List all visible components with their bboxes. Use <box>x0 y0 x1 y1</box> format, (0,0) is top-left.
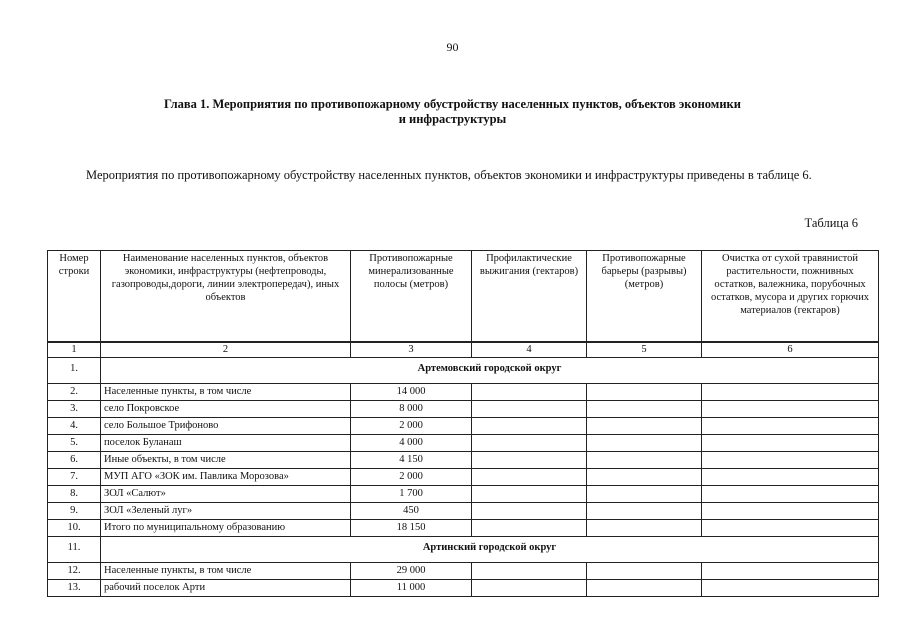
prescribed-burning-cell <box>472 562 587 579</box>
section-title: Артемовский городской округ <box>101 357 879 383</box>
row-number: 11. <box>48 536 101 562</box>
fire-barriers-cell <box>587 485 702 502</box>
fire-barriers-cell <box>587 434 702 451</box>
object-name-cell: ЗОЛ «Зеленый луг» <box>101 502 351 519</box>
table-label: Таблица 6 <box>804 216 858 230</box>
chapter-title-line-1: Глава 1. Мероприятия по противопожарному обустройству населенных пунктов, объектов экономики <box>164 97 741 111</box>
row-number: 2. <box>48 383 101 400</box>
row-number: 3. <box>48 400 101 417</box>
vegetation-clearing-cell <box>702 579 879 596</box>
row-number: 1. <box>48 357 101 383</box>
fire-barriers-cell <box>587 579 702 596</box>
object-name-cell: Итого по муниципальному образованию <box>101 519 351 536</box>
fire-barriers-cell <box>587 383 702 400</box>
header-vegetation-clearing: Очистка от сухой травянистой растительности, пожнивных остатков, валежника, порубочных остатков, мусора и других горючих материалов (гектаров) <box>702 251 879 342</box>
vegetation-clearing-cell <box>702 400 879 417</box>
object-name-cell: МУП АГО «ЗОК им. Павлика Морозова» <box>101 468 351 485</box>
mineralized-strips-cell: 450 <box>351 502 472 519</box>
prescribed-burning-cell <box>472 400 587 417</box>
row-number: 9. <box>48 502 101 519</box>
prescribed-burning-cell <box>472 468 587 485</box>
object-name-cell: Населенные пункты, в том числе <box>101 383 351 400</box>
mineralized-strips-cell: 29 000 <box>351 562 472 579</box>
mineralized-strips-cell: 11 000 <box>351 579 472 596</box>
vegetation-clearing-cell <box>702 434 879 451</box>
prescribed-burning-cell <box>472 579 587 596</box>
fire-barriers-cell <box>587 468 702 485</box>
header-row-number: Номер строки <box>48 251 101 342</box>
table-row <box>48 502 879 519</box>
column-number: 2 <box>101 342 351 358</box>
page-number: 90 <box>446 40 459 54</box>
mineralized-strips-cell: 4 150 <box>351 451 472 468</box>
table-header-row <box>48 251 879 342</box>
table-row <box>48 468 879 485</box>
table-row <box>48 400 879 417</box>
row-number: 13. <box>48 579 101 596</box>
row-number: 8. <box>48 485 101 502</box>
column-number: 5 <box>587 342 702 358</box>
row-number: 5. <box>48 434 101 451</box>
intro-paragraph: Мероприятия по противопожарному обустройству населенных пунктов, объектов экономики и инфраструктуры приведены в таблице 6. <box>86 168 812 182</box>
mineralized-strips-cell: 18 150 <box>351 519 472 536</box>
prescribed-burning-cell <box>472 485 587 502</box>
column-number: 3 <box>351 342 472 358</box>
section-title: Артинский городской округ <box>101 536 879 562</box>
row-number: 10. <box>48 519 101 536</box>
object-name-cell: село Покровское <box>101 400 351 417</box>
row-number: 7. <box>48 468 101 485</box>
header-fire-barriers: Противопожарные барьеры (разрывы) (метров) <box>587 251 702 342</box>
chapter-title <box>60 97 845 127</box>
row-number: 4. <box>48 417 101 434</box>
fire-barriers-cell <box>587 502 702 519</box>
vegetation-clearing-cell <box>702 562 879 579</box>
vegetation-clearing-cell <box>702 468 879 485</box>
mineralized-strips-cell: 14 000 <box>351 383 472 400</box>
vegetation-clearing-cell <box>702 383 879 400</box>
prescribed-burning-cell <box>472 383 587 400</box>
vegetation-clearing-cell <box>702 451 879 468</box>
section-row <box>48 536 879 562</box>
table-row <box>48 434 879 451</box>
section-row <box>48 357 879 383</box>
table-row <box>48 383 879 400</box>
prescribed-burning-cell <box>472 502 587 519</box>
vegetation-clearing-cell <box>702 485 879 502</box>
table-row <box>48 485 879 502</box>
object-name-cell: Иные объекты, в том числе <box>101 451 351 468</box>
fire-barriers-cell <box>587 562 702 579</box>
header-prescribed-burning: Профилактические выжигания (гектаров) <box>472 251 587 342</box>
column-number: 1 <box>48 342 101 358</box>
header-object-name: Наименование населенных пунктов, объектов экономики, инфраструктуры (нефтепроводы, газопроводы,дороги, линии электропередач), иных объектов <box>101 251 351 342</box>
fire-barriers-cell <box>587 451 702 468</box>
table-row <box>48 562 879 579</box>
mineralized-strips-cell: 2 000 <box>351 417 472 434</box>
column-number-row <box>48 342 879 358</box>
table-row <box>48 579 879 596</box>
table-row <box>48 519 879 536</box>
table-row <box>48 417 879 434</box>
mineralized-strips-cell: 4 000 <box>351 434 472 451</box>
mineralized-strips-cell: 2 000 <box>351 468 472 485</box>
prescribed-burning-cell <box>472 519 587 536</box>
vegetation-clearing-cell <box>702 502 879 519</box>
measures-table <box>47 250 879 597</box>
chapter-title-line-2: и инфраструктуры <box>398 112 507 126</box>
mineralized-strips-cell: 1 700 <box>351 485 472 502</box>
vegetation-clearing-cell <box>702 519 879 536</box>
table-row <box>48 451 879 468</box>
prescribed-burning-cell <box>472 434 587 451</box>
object-name-cell: село Большое Трифоново <box>101 417 351 434</box>
row-number: 6. <box>48 451 101 468</box>
fire-barriers-cell <box>587 400 702 417</box>
column-number: 6 <box>702 342 879 358</box>
object-name-cell: рабочий поселок Арти <box>101 579 351 596</box>
prescribed-burning-cell <box>472 451 587 468</box>
object-name-cell: ЗОЛ «Салют» <box>101 485 351 502</box>
object-name-cell: поселок Буланаш <box>101 434 351 451</box>
prescribed-burning-cell <box>472 417 587 434</box>
vegetation-clearing-cell <box>702 417 879 434</box>
mineralized-strips-cell: 8 000 <box>351 400 472 417</box>
header-mineralized-strips: Противопожарные минерализованные полосы (метров) <box>351 251 472 342</box>
fire-barriers-cell <box>587 417 702 434</box>
object-name-cell: Населенные пункты, в том числе <box>101 562 351 579</box>
column-number: 4 <box>472 342 587 358</box>
fire-barriers-cell <box>587 519 702 536</box>
row-number: 12. <box>48 562 101 579</box>
